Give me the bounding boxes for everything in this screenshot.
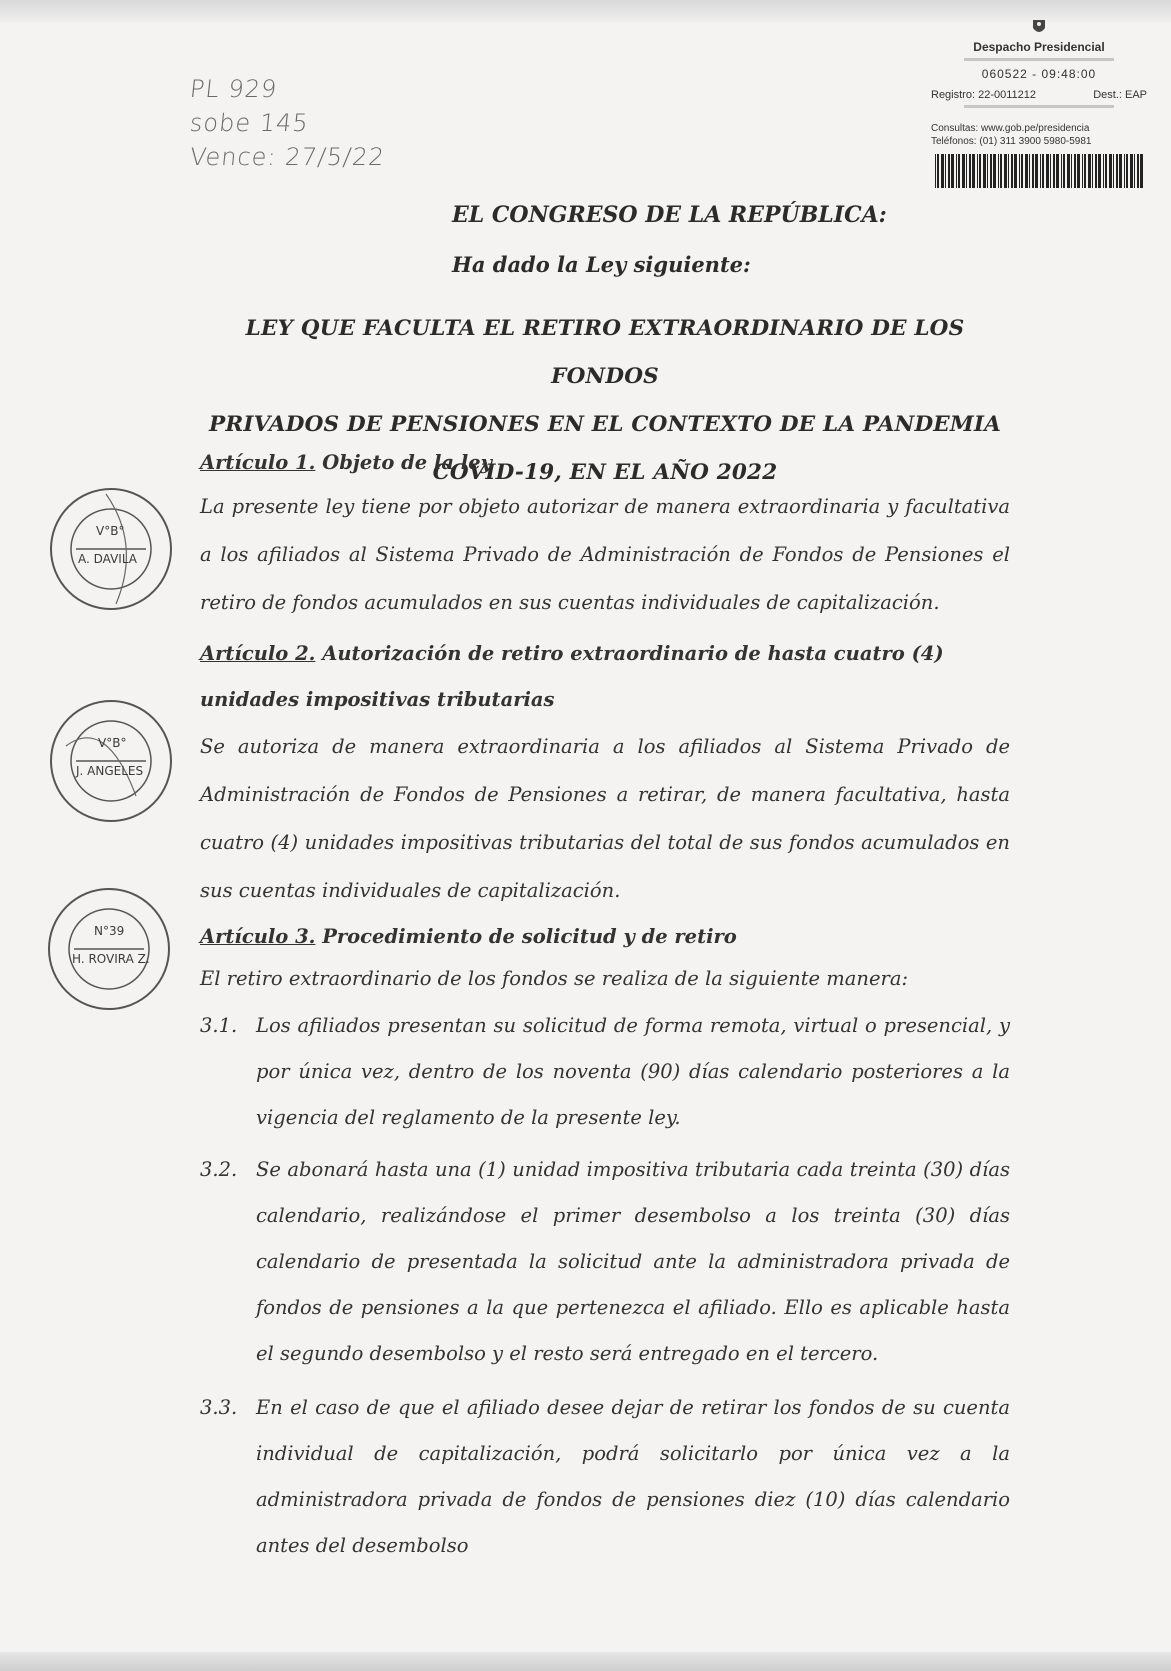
article-1-heading — [200, 447, 1010, 479]
item-text: Se abonará hasta una (1) unidad impositiva tributaria cada treinta (30) días calendario, realizándose el primer desembolso a los treinta (30) días calendario de presentada la solicitud ante la administradora privada de fondos de pensiones a la que pertenezca el afiliado. Ello es aplicable hasta el segundo desembolso y el resto será entregado en el tercero. — [256, 1158, 1010, 1365]
article-2-heading — [200, 631, 1010, 723]
list-item — [200, 1385, 1010, 1569]
handwritten-line-3: Vence: 27/5/22 — [188, 143, 387, 171]
seal-3-name: H. ROVIRA Z. — [72, 952, 150, 966]
seal-icon — [46, 696, 176, 826]
seal-icon — [44, 884, 174, 1014]
approval-seal-1 — [46, 484, 176, 614]
item-number: 3.3. — [200, 1396, 238, 1419]
law-title-line-2: PRIVADOS DE PENSIONES EN EL CONTEXTO DE LA PANDEMIA — [208, 412, 1002, 437]
seal-3-number: N°39 — [94, 924, 125, 938]
stamp-contact — [925, 122, 1153, 148]
stamp-registry-row — [925, 89, 1153, 101]
seal-2-name: J. ANGELES — [76, 764, 144, 778]
handwritten-note — [190, 72, 385, 174]
stamp-reference: Dest.: EAP — [1093, 89, 1147, 101]
approval-seal-3 — [44, 884, 174, 1014]
stamp-office: Despacho Presidencial — [973, 40, 1105, 54]
law-title-line-3: COVID-19, EN EL AÑO 2022 — [432, 460, 778, 485]
heading-enactment: Ha dado la Ley siguiente: — [452, 252, 751, 277]
stamp-telefonos: Teléfonos: (01) 311 3900 5980-5981 — [931, 136, 1092, 147]
approval-seal-2 — [46, 696, 176, 826]
article-1-text: La presente ley tiene por objeto autorizar de manera extraordinaria y facultativa a los afiliados al Sistema Privado de Administración de Fondos de Pensiones el retiro de fondos acumulados en sus cuentas individuales de capitalización. — [200, 495, 1010, 614]
law-body — [200, 447, 1010, 1569]
reception-stamp — [925, 16, 1153, 252]
handwritten-line-2: sobe 145 — [188, 109, 311, 137]
article-2-number: Artículo 2. — [200, 642, 316, 665]
heading-congress: EL CONGRESO DE LA REPÚBLICA: — [452, 202, 887, 228]
stamp-fine-print-2 — [964, 105, 1114, 108]
list-item — [200, 1003, 1010, 1141]
stamp-date: 060522 - 09:48:00 — [981, 67, 1097, 81]
article-3-text: El retiro extraordinario de los fondos se realiza de la siguiente manera: — [200, 967, 909, 990]
coat-of-arms-icon — [1028, 16, 1050, 38]
handwritten-line-1: PL 929 — [188, 75, 279, 103]
item-number: 3.2. — [200, 1158, 238, 1181]
item-text: Los afiliados presentan su solicitud de forma remota, virtual o presencial, y por única vez, dentro de los noventa (90) días calendario posteriores a la vigencia del reglamento de la presente ley. — [256, 1014, 1010, 1129]
article-2-title: Autorización de retiro extraordinario de hasta cuatro (4) unidades impositivas tributarias — [200, 642, 944, 711]
article-3-number: Artículo 3. — [200, 925, 316, 948]
stamp-registry-number: 22-0011212 — [978, 89, 1036, 101]
enactment-heading — [452, 190, 952, 290]
article-1-title: Objeto de la ley — [322, 451, 492, 474]
list-item — [200, 1147, 1010, 1377]
scan-bottom-edge — [0, 1652, 1171, 1671]
article-2-text: Se autoriza de manera extraordinaria a los afiliados al Sistema Privado de Administración de Fondos de Pensiones a retirar, de manera facultativa, hasta cuatro (4) unidades impositivas tributarias del total de sus fondos acumulados en sus cuentas individuales de capitalización. — [200, 735, 1010, 902]
item-number: 3.1. — [200, 1014, 238, 1037]
stamp-consultas: Consultas: www.gob.pe/presidencia — [931, 123, 1090, 134]
stamp-fine-print — [964, 58, 1114, 61]
seal-1-vb: V°B° — [96, 524, 125, 538]
barcode-icon — [933, 154, 1145, 188]
article-3-heading — [200, 921, 1010, 953]
article-1-number: Artículo 1. — [200, 451, 316, 474]
seal-icon — [46, 484, 176, 614]
law-title-line-1: LEY QUE FACULTA EL RETIRO EXTRAORDINARIO DE LOS FONDOS — [245, 316, 965, 389]
article-3-title: Procedimiento de solicitud y de retiro — [322, 925, 737, 948]
seal-1-name: A. DAVILA — [78, 552, 138, 566]
seal-2-vb: V°B° — [98, 736, 127, 750]
stamp-registry-label: Registro: — [931, 89, 976, 101]
item-text: En el caso de que el afiliado desee dejar de retirar los fondos de su cuenta individual de capitalización, podrá solicitarlo por única vez a la administradora privada de fondos de pensiones diez (10) días calendario antes del desembolso — [256, 1396, 1010, 1557]
